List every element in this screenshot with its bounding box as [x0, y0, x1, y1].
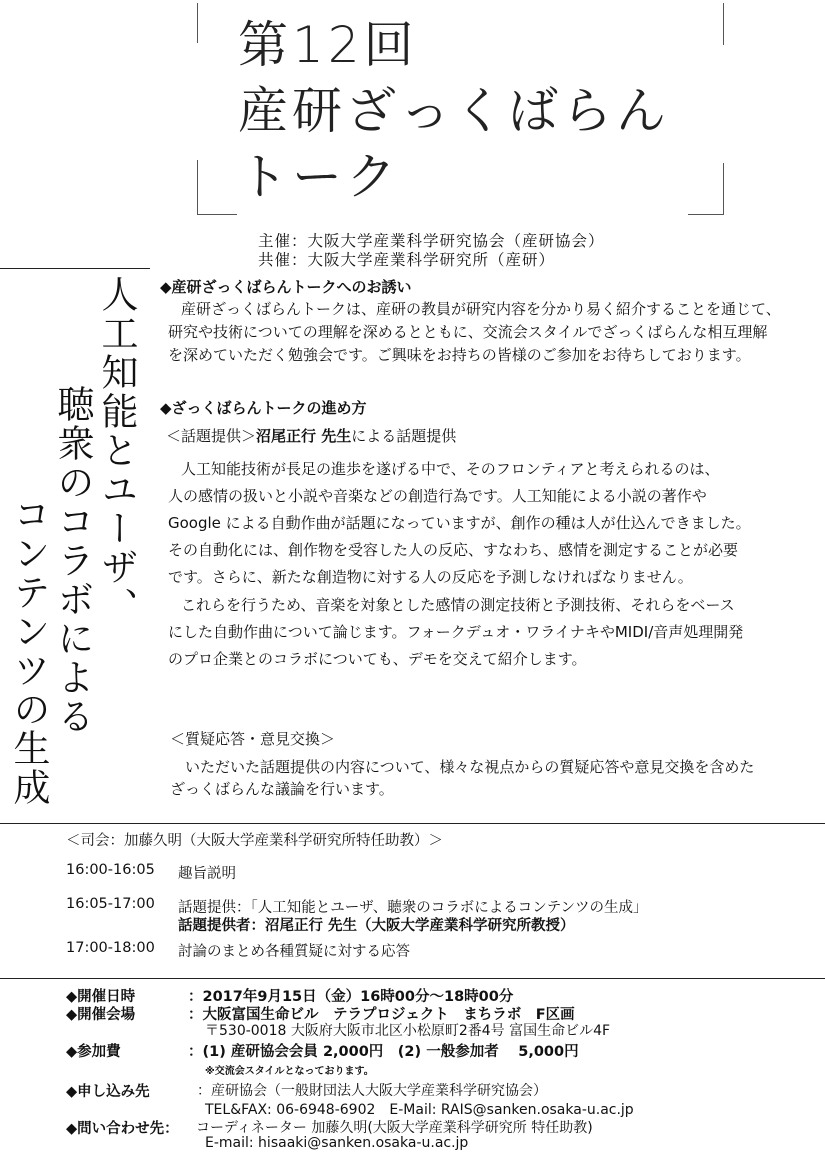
- topic-body-line: 人の感情の扱いと小説や音楽などの創造行為です。人工知能による小説の著作や: [168, 487, 707, 505]
- invitation-line: 産研ざっくばらんトークは、産研の教員が研究内容を分かり易く紹介することを通じて、: [181, 300, 781, 318]
- schedule-item: 話題提供：「人工知能とユーザ、聴衆のコラボによるコンテンツの生成」: [178, 900, 648, 916]
- apply-contact: TEL&FAX: 06-6948-6902 E-Mail: RAIS@sanken.osaka-u.ac.jp: [205, 1102, 634, 1118]
- topic-line: [166, 425, 456, 447]
- title-frame-corner: [197, 3, 198, 43]
- fee-label: ◆参加費: [66, 1044, 121, 1060]
- date-label: ◆開催日時: [66, 989, 136, 1005]
- invitation-heading: ◆産研ざっくばらんトークへのお誘い: [160, 278, 412, 296]
- apply-label: ◆申し込み先: [66, 1084, 150, 1100]
- title-frame-corner: [197, 214, 237, 215]
- divider: [0, 268, 150, 269]
- divider: [0, 978, 825, 979]
- topic-body-line: にした自動作曲について論じます。フォークデュオ・ワライナキやMIDI/音声処理開発: [168, 623, 744, 641]
- vertical-title-col-3: コンテンツの生成: [7, 495, 50, 807]
- inquiry-email: E-mail: hisaaki@sanken.osaka-u.ac.jp: [205, 1135, 469, 1151]
- vertical-title-col-1: 人工知能とユーザ、: [95, 275, 138, 626]
- topic-body-line: その自動化には、創作物を受容した人の反応、すなわち、感情を測定することが必要: [168, 541, 739, 559]
- title-frame-corner: [197, 160, 198, 215]
- topic-prefix: ＜話題提供＞: [166, 427, 257, 445]
- schedule-time: 16:00-16:05: [66, 862, 155, 878]
- title-frame-corner: [723, 163, 724, 215]
- title-frame-corner: [688, 214, 724, 215]
- date-value: ：2017年9月15日（金）16時00分～18時00分: [188, 989, 514, 1005]
- divider: [0, 823, 825, 824]
- venue-address: 〒530-0018 大阪府大阪市北区小松原町2番4号 富国生命ビル4F: [205, 1023, 611, 1039]
- topic-body-line: です。さらに、新たな創造物に対する人の反応を予測しなければなりません。: [168, 568, 693, 586]
- schedule-item: 討論のまとめ各種質疑に対する応答: [178, 944, 410, 960]
- title-frame-corner: [723, 3, 724, 45]
- topic-body-line: これらを行うため、音楽を対象とした感情の測定技術と予測技術、それらをベース: [181, 596, 735, 614]
- qa-line: いただいた話題提供の内容について、様々な視点からの質疑応答や意見交換を含めた: [185, 758, 755, 776]
- inquiry-label: ◆問い合わせ先：: [66, 1121, 179, 1137]
- venue-value: ：大阪富国生命ビル テラプロジェクト まちラボ F区画: [188, 1007, 575, 1023]
- schedule-item: 趣旨説明: [178, 866, 236, 882]
- qa-heading: ＜質疑応答・意見交換＞: [170, 730, 336, 748]
- invitation-line: 研究や技術についての理解を深めるとともに、交流会スタイルでざっくばらんな相互理解: [168, 323, 768, 341]
- cohost-organizer: 共催：大阪大学産業科学研究所（産研）: [258, 251, 556, 269]
- host-organizer: 主催：大阪大学産業科学研究協会（産研協会）: [258, 232, 605, 250]
- qa-line: ざっくばらんな議論を行います。: [170, 780, 394, 798]
- fee-note: ※交流会スタイルとなっております。: [205, 1066, 374, 1077]
- topic-body-line: 人工知能技術が長足の進歩を遂げる中で、そのフロンティアと考えられるのは、: [181, 460, 720, 478]
- topic-body-line: Google による自動作曲が話題になっていますが、創作の種は人が仕込んできました。: [168, 514, 751, 532]
- schedule-time: 17:00-18:00: [66, 940, 155, 956]
- fee-value: ：(1) 産研協会会員 2,000円 (2) 一般参加者 5,000円: [188, 1044, 579, 1060]
- topic-body-line: のプロ企業とのコラボについても、デモを交えて紹介します。: [168, 650, 587, 668]
- topic-speaker: 沼尾正行 先生: [256, 427, 352, 445]
- page-title: [238, 12, 670, 210]
- title-line-1: 第12回: [238, 16, 418, 74]
- apply-value: ：産研協会（一般財団法人大阪大学産業科学研究協会）: [197, 1083, 547, 1099]
- venue-label: ◆開催会場: [66, 1007, 136, 1023]
- vertical-title-col-2: 聴衆のコラボによる: [51, 385, 94, 736]
- schedule-time: 16:05-17:00: [66, 896, 155, 912]
- invitation-line: を深めていただく勉強会です。ご興味をお持ちの皆様のご参加をお待ちしております。: [168, 346, 751, 364]
- schedule-item: 話題提供者：沼尾正行 先生（大阪大学産業科学研究所教授）: [178, 918, 575, 934]
- vertical-title: [0, 275, 152, 820]
- inquiry-value: コーディネーター 加藤久明(大阪大学産業科学研究所 特任助教): [196, 1120, 593, 1136]
- format-heading: ◆ざっくばらんトークの進め方: [160, 399, 367, 417]
- topic-suffix: による話題提供: [351, 427, 457, 445]
- title-line-3: トーク: [238, 148, 400, 206]
- moderator: ＜司会：加藤久明（大阪大学産業科学研究所特任助教）＞: [66, 833, 443, 849]
- title-line-2: 産研ざっくばらん: [238, 82, 670, 140]
